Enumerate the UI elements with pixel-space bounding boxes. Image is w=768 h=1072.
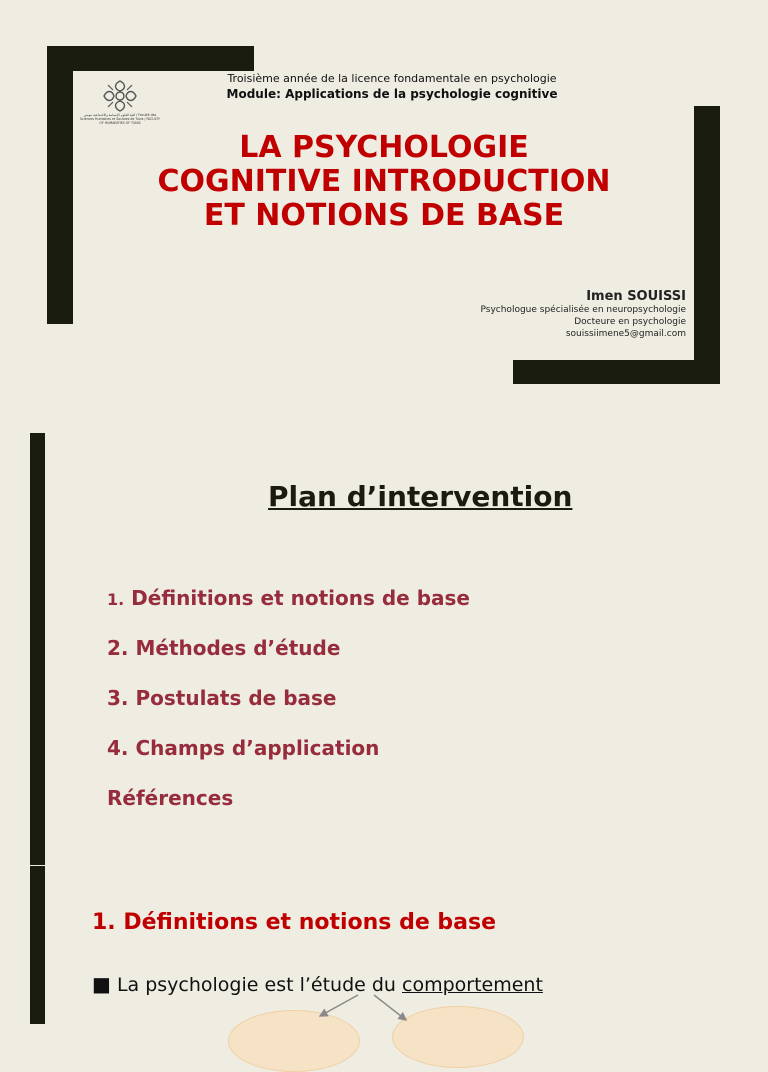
plan-item-label: 3. Postulats de base	[107, 686, 337, 710]
diagram-arrow-icon	[300, 992, 420, 1024]
plan-item-label: 2. Méthodes d’étude	[107, 636, 341, 660]
square-bullet-icon: ■	[92, 972, 111, 996]
author-block	[400, 289, 686, 340]
plan-item-references	[107, 784, 470, 834]
plan-item-number: 1.	[107, 590, 125, 609]
plan-item-postulates	[107, 684, 470, 734]
frame-bottom-right-horizontal	[513, 360, 720, 384]
author-email: souissiimene5@gmail.com	[565, 329, 686, 339]
plan-item-methods	[107, 634, 470, 684]
slide2-left-bar	[30, 433, 45, 865]
plan-item-fields	[107, 734, 470, 784]
frame-top-left-vertical	[47, 46, 73, 324]
author-role-1: Psychologue spécialisée en neuropsychologie	[480, 305, 686, 315]
university-emblem-icon	[100, 78, 140, 114]
slide3-left-bar	[30, 866, 45, 1024]
plan-list	[107, 584, 470, 834]
main-title-line-1: LA PSYCHOLOGIE	[239, 130, 529, 165]
plan-item-label: Références	[107, 786, 234, 810]
plan-item-definitions	[107, 584, 470, 634]
main-title-line-3: ET NOTIONS DE BASE	[203, 198, 565, 233]
course-subtitle: Troisième année de la licence fondamentale en psychologie	[227, 72, 557, 85]
plan-item-label: Définitions et notions de base	[124, 586, 470, 610]
author-name: Imen SOUISSI	[586, 289, 686, 304]
main-title	[100, 131, 668, 233]
author-role-2: Docteure en psychologie	[574, 317, 686, 327]
title-slide	[0, 0, 768, 400]
plan-title: Plan d’intervention	[268, 480, 573, 513]
logo-caption: كلية العلوم الإنسانية والاجتماعية بتونس / Faculté des Sciences Humaines et Sociales de Tunis / FACULTY OF HUMANITIES OF TUNIS	[80, 113, 160, 125]
frame-bottom-right-vertical	[694, 106, 720, 384]
plan-item-label: 4. Champs d’application	[107, 736, 380, 760]
section-title: 1. Définitions et notions de base	[92, 910, 497, 935]
bullet-text: La psychologie est l’étude du	[110, 974, 403, 996]
bullet-underlined-term: comportement	[402, 974, 543, 996]
module-title: Module: Applications de la psychologie cognitive	[226, 87, 558, 101]
frame-top-left-horizontal	[47, 46, 254, 71]
main-title-line-2: COGNITIVE INTRODUCTION	[157, 164, 611, 199]
